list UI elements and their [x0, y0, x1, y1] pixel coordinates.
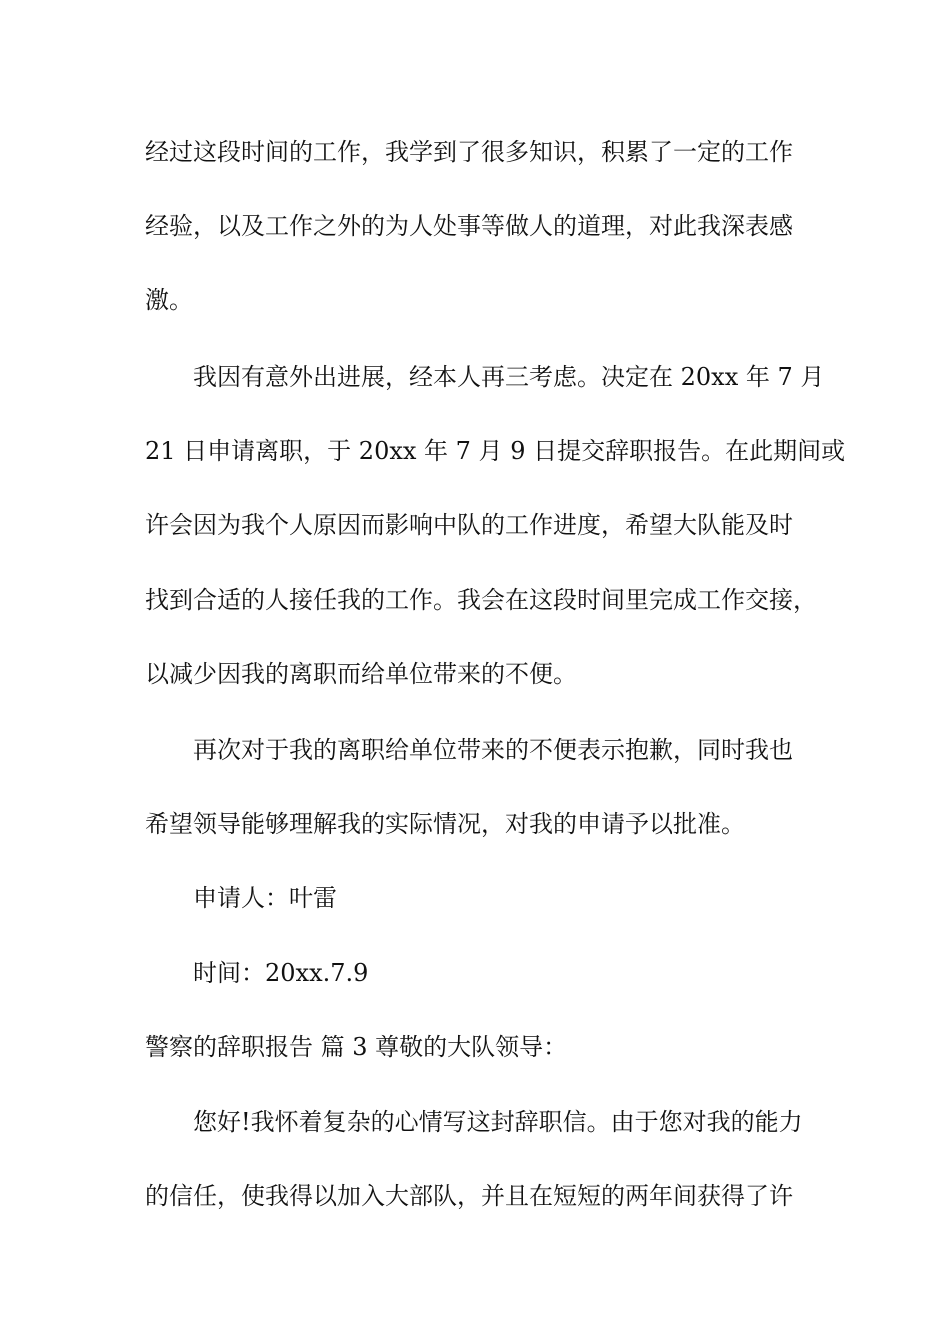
signature-date: 时间：20xx.7.9 [193, 959, 369, 987]
paragraph-2-line-4: 找到合适的人接任我的工作。我会在这段时间里完成工作交接， [145, 586, 817, 614]
paragraph-2-line-1: 我因有意外出进展，经本人再三考虑。决定在 20xx 年 7 月 [193, 363, 825, 391]
paragraph-3-line-2: 希望领导能够理解我的实际情况，对我的申请予以批准。 [145, 810, 745, 838]
signature-applicant: 申请人：叶雷 [193, 884, 337, 912]
paragraph-1-line-3: 激。 [145, 286, 193, 314]
paragraph-4-line-1: 您好!我怀着复杂的心情写这封辞职信。由于您对我的能力 [193, 1108, 803, 1136]
section-heading: 警察的辞职报告 篇 3 尊敬的大队领导： [145, 1033, 568, 1061]
paragraph-1-line-1: 经过这段时间的工作，我学到了很多知识，积累了一定的工作 [145, 138, 793, 166]
paragraph-4-line-2: 的信任，使我得以加入大部队，并且在短短的两年间获得了许 [145, 1182, 793, 1210]
paragraph-1-line-2: 经验，以及工作之外的为人处事等做人的道理，对此我深表感 [145, 212, 793, 240]
paragraph-2-line-5: 以减少因我的离职而给单位带来的不便。 [145, 660, 577, 688]
paragraph-3-line-1: 再次对于我的离职给单位带来的不便表示抱歉，同时我也 [193, 736, 793, 764]
paragraph-2-line-3: 许会因为我个人原因而影响中队的工作进度，希望大队能及时 [145, 511, 793, 539]
paragraph-2-line-2: 21 日申请离职，于 20xx 年 7 月 9 日提交辞职报告。在此期间或 [145, 437, 846, 465]
